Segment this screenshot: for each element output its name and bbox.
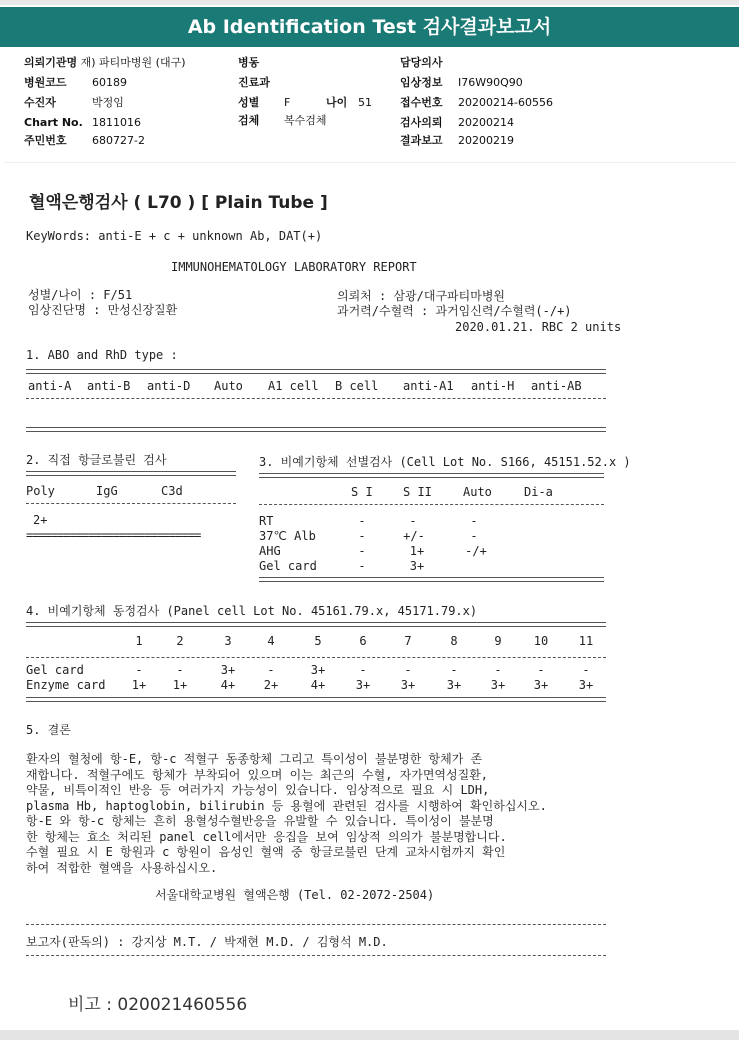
conclusion-line: 수혈 필요 시 E 항원과 c 항원이 음성인 혈액 중 항글로불린 단계 교차시험까지 확인 xyxy=(26,845,506,859)
keywords: KeyWords: anti-E + c + unknown Ab, DAT(+) xyxy=(26,229,323,243)
panel-value-cell: - xyxy=(494,663,502,677)
panel-mid-rule xyxy=(26,657,606,658)
dat-h-poly: Poly xyxy=(26,484,55,498)
report-title: 혈액은행검사 ( L70 ) [ Plain Tube ] xyxy=(29,193,328,213)
reporter-bottom-rule xyxy=(26,955,606,956)
panel-value-cell: - xyxy=(176,663,184,677)
requester: 의뢰처 : 삼광/대구파티마병원 xyxy=(337,289,506,303)
info-age: 나이 51 xyxy=(326,96,372,109)
panel-value-cell: - xyxy=(404,663,412,677)
hospital-contact: 서울대학교병원 혈액은행 (Tel. 02-2072-2504) xyxy=(155,888,435,902)
panel-header-cell: 4 xyxy=(267,634,275,648)
transfusion-detail: 2020.01.21. RBC 2 units xyxy=(455,320,622,334)
report-header xyxy=(0,7,739,47)
top-strip xyxy=(0,0,739,5)
info-hospital-name: 의뢰기관명 재) 파티마병원 (대구) xyxy=(24,56,186,69)
screen-r4-s2: 3+ xyxy=(409,559,425,573)
dat-h-igg: IgG xyxy=(96,484,118,498)
conclusion-line: plasma Hb, haptoglobin, bilirubin 등 용혈에 관련된 검사를 시행하여 확인하십시오. xyxy=(26,798,547,813)
panel-value-cell: - xyxy=(450,663,458,677)
panel-value-cell: - xyxy=(582,663,590,677)
panel-value-cell: 3+ xyxy=(533,678,549,692)
abo-bottom-rule xyxy=(26,427,606,432)
abo-title: 1. ABO and RhD type : xyxy=(26,348,178,362)
panel-value-cell: - xyxy=(537,663,545,677)
panel-header-cell: 8 xyxy=(450,634,458,648)
panel-header-cell: 1 xyxy=(135,634,143,648)
report-subtitle: IMMUNOHEMATOLOGY LABORATORY REPORT xyxy=(171,260,417,274)
screen-top-rule xyxy=(259,473,604,478)
screen-r4-s1: - xyxy=(358,559,366,573)
screen-h-s1: S I xyxy=(351,485,373,499)
info-sex: 성별 F xyxy=(238,96,291,109)
abo-h-anti-h: anti-H xyxy=(471,379,515,393)
dat-mid-rule xyxy=(26,503,236,504)
info-request-date: 검사의뢰 20200214 xyxy=(400,116,514,129)
bottom-strip xyxy=(0,1030,739,1040)
panel-value-cell: - xyxy=(359,663,367,677)
screen-r3-auto: -/+ xyxy=(465,544,487,558)
screen-r2-s1: - xyxy=(358,529,366,543)
panel-value-cell: 2+ xyxy=(263,678,279,692)
abo-h-auto: Auto xyxy=(214,379,243,393)
reporter-top-rule xyxy=(26,924,606,925)
panel-header-cell: 2 xyxy=(176,634,184,648)
panel-value-cell: 4+ xyxy=(310,678,326,692)
abo-h-a1-cell: A1 cell xyxy=(268,379,319,393)
abo-top-rule xyxy=(26,369,606,374)
dat-h-c3d: C3d xyxy=(161,484,183,498)
panel-header-cell: 11 xyxy=(578,634,594,648)
screen-h-auto: Auto xyxy=(463,485,492,499)
panel-header-cell: 10 xyxy=(533,634,549,648)
info-report-date: 결과보고 20200219 xyxy=(400,134,514,147)
remark: 비고 : 020021460556 xyxy=(68,995,248,1015)
screen-title: 3. 비예기항체 선별검사 (Cell Lot No. S166, 45151.52.x ) xyxy=(259,455,631,469)
transfusion-history: 과거력/수혈력 : 과거임신력/수혈력(-/+) xyxy=(337,304,572,318)
abo-mid-rule xyxy=(26,398,606,399)
screen-r3-label: AHG xyxy=(259,544,281,558)
dat-v-poly: 2+ xyxy=(33,513,48,527)
screen-r2-auto: - xyxy=(470,529,478,543)
screen-r2-s2: +/- xyxy=(403,529,425,543)
conclusion-text xyxy=(26,752,636,876)
info-accession-no: 접수번호 20200214-60556 xyxy=(400,96,553,109)
panel-header-cell: 7 xyxy=(404,634,412,648)
conclusion-line: 하여 적합한 혈액을 사용하십시오. xyxy=(26,860,218,875)
info-resident-no: 주민번호 680727-2 xyxy=(24,134,145,147)
screen-r3-s1: - xyxy=(358,544,366,558)
screen-r2-label: 37℃ Alb xyxy=(259,529,316,543)
panel-title: 4. 비예기항체 동정검사 (Panel cell Lot No. 45161.79.x, 45171.79.x) xyxy=(26,604,478,618)
conclusion-line: 환자의 혈청에 항-E, 항-c 적혈구 동종항체 그리고 특이성이 불분명한 항체가 존 xyxy=(26,752,483,766)
conclusion-line: 재합니다. 적혈구에도 항체가 부착되어 있으며 이는 최근의 수혈, 자가면역성질환, xyxy=(26,767,489,782)
reporters: 보고자(판독의) : 강지상 M.T. / 박재현 M.D. / 김형석 M.D. xyxy=(26,935,388,949)
screen-bottom-rule xyxy=(259,577,604,582)
panel-value-cell: 3+ xyxy=(220,663,236,677)
abo-h-anti-a1: anti-A1 xyxy=(403,379,454,393)
panel-r2-label: Enzyme card xyxy=(26,678,106,692)
header-title: Ab Identification Test 검사결과보고서 xyxy=(187,16,552,38)
panel-value-cell: 3+ xyxy=(355,678,371,692)
dat-bottom-rule: ============================ xyxy=(26,528,201,542)
panel-value-cell: 3+ xyxy=(310,663,326,677)
screen-h-dia: Di-a xyxy=(524,485,553,499)
screen-h-s2: S II xyxy=(403,485,432,499)
panel-value-cell: 3+ xyxy=(578,678,594,692)
panel-header-cell: 6 xyxy=(359,634,367,648)
conclusion-title: 5. 결론 xyxy=(26,723,71,737)
panel-top-rule xyxy=(26,622,606,627)
screen-r3-s2: 1+ xyxy=(409,544,425,558)
info-patient-name: 수진자 박정임 xyxy=(24,96,124,109)
panel-value-cell: 1+ xyxy=(131,678,147,692)
info-doctor: 담당의사 xyxy=(400,56,443,69)
panel-value-cell: 3+ xyxy=(400,678,416,692)
panel-bottom-rule xyxy=(26,697,606,702)
panel-value-cell: - xyxy=(135,663,143,677)
diagnosis: 임상진단명 : 만성신장질환 xyxy=(28,303,178,317)
conclusion-line: 한 항체는 효소 처리된 panel cell에서만 응집을 보여 임상적 의의가 불분명합니다. xyxy=(26,829,507,844)
conclusion-line: 약물, 비특이적인 반응 등 여러가지 가능성이 있습니다. 임상적으로 필요 시 LDH, xyxy=(26,783,490,797)
panel-header-cell: 9 xyxy=(494,634,502,648)
info-chart-no: Chart No. 1811016 xyxy=(24,116,141,129)
screen-r1-auto: - xyxy=(470,514,478,528)
abo-h-anti-d: anti-D xyxy=(147,379,191,393)
conclusion-line: 항-E 와 항-c 항체는 흔히 용혈성수혈반응을 유발할 수 있습니다. 특이성이 불분명 xyxy=(26,814,494,828)
screen-r1-label: RT xyxy=(259,514,274,528)
abo-h-anti-a: anti-A xyxy=(28,379,72,393)
info-ward: 병동 xyxy=(238,56,260,69)
screen-r1-s1: - xyxy=(358,514,366,528)
screen-mid-rule xyxy=(259,504,604,505)
dat-top-rule xyxy=(26,471,236,476)
screen-r4-label: Gel card xyxy=(259,559,317,573)
panel-value-cell: 1+ xyxy=(172,678,188,692)
info-clinical: 임상정보 I76W90Q90 xyxy=(400,76,523,89)
screen-r1-s2: - xyxy=(409,514,417,528)
abo-h-anti-b: anti-B xyxy=(87,379,131,393)
sex-age: 성별/나이 : F/51 xyxy=(28,288,133,302)
panel-r1-label: Gel card xyxy=(26,663,84,677)
abo-h-anti-ab: anti-AB xyxy=(531,379,582,393)
panel-value-cell: - xyxy=(267,663,275,677)
info-department: 진료과 xyxy=(238,76,270,89)
panel-header-cell: 3 xyxy=(224,634,232,648)
info-specimen: 검체 복수검체 xyxy=(238,114,327,127)
panel-header-cell: 5 xyxy=(314,634,322,648)
info-hospital-code: 병원코드 60189 xyxy=(24,76,127,89)
panel-value-cell: 4+ xyxy=(220,678,236,692)
panel-value-cell: 3+ xyxy=(446,678,462,692)
abo-h-b-cell: B cell xyxy=(335,379,379,393)
dat-title: 2. 직접 항글로불린 검사 xyxy=(26,453,167,467)
panel-value-cell: 3+ xyxy=(490,678,506,692)
